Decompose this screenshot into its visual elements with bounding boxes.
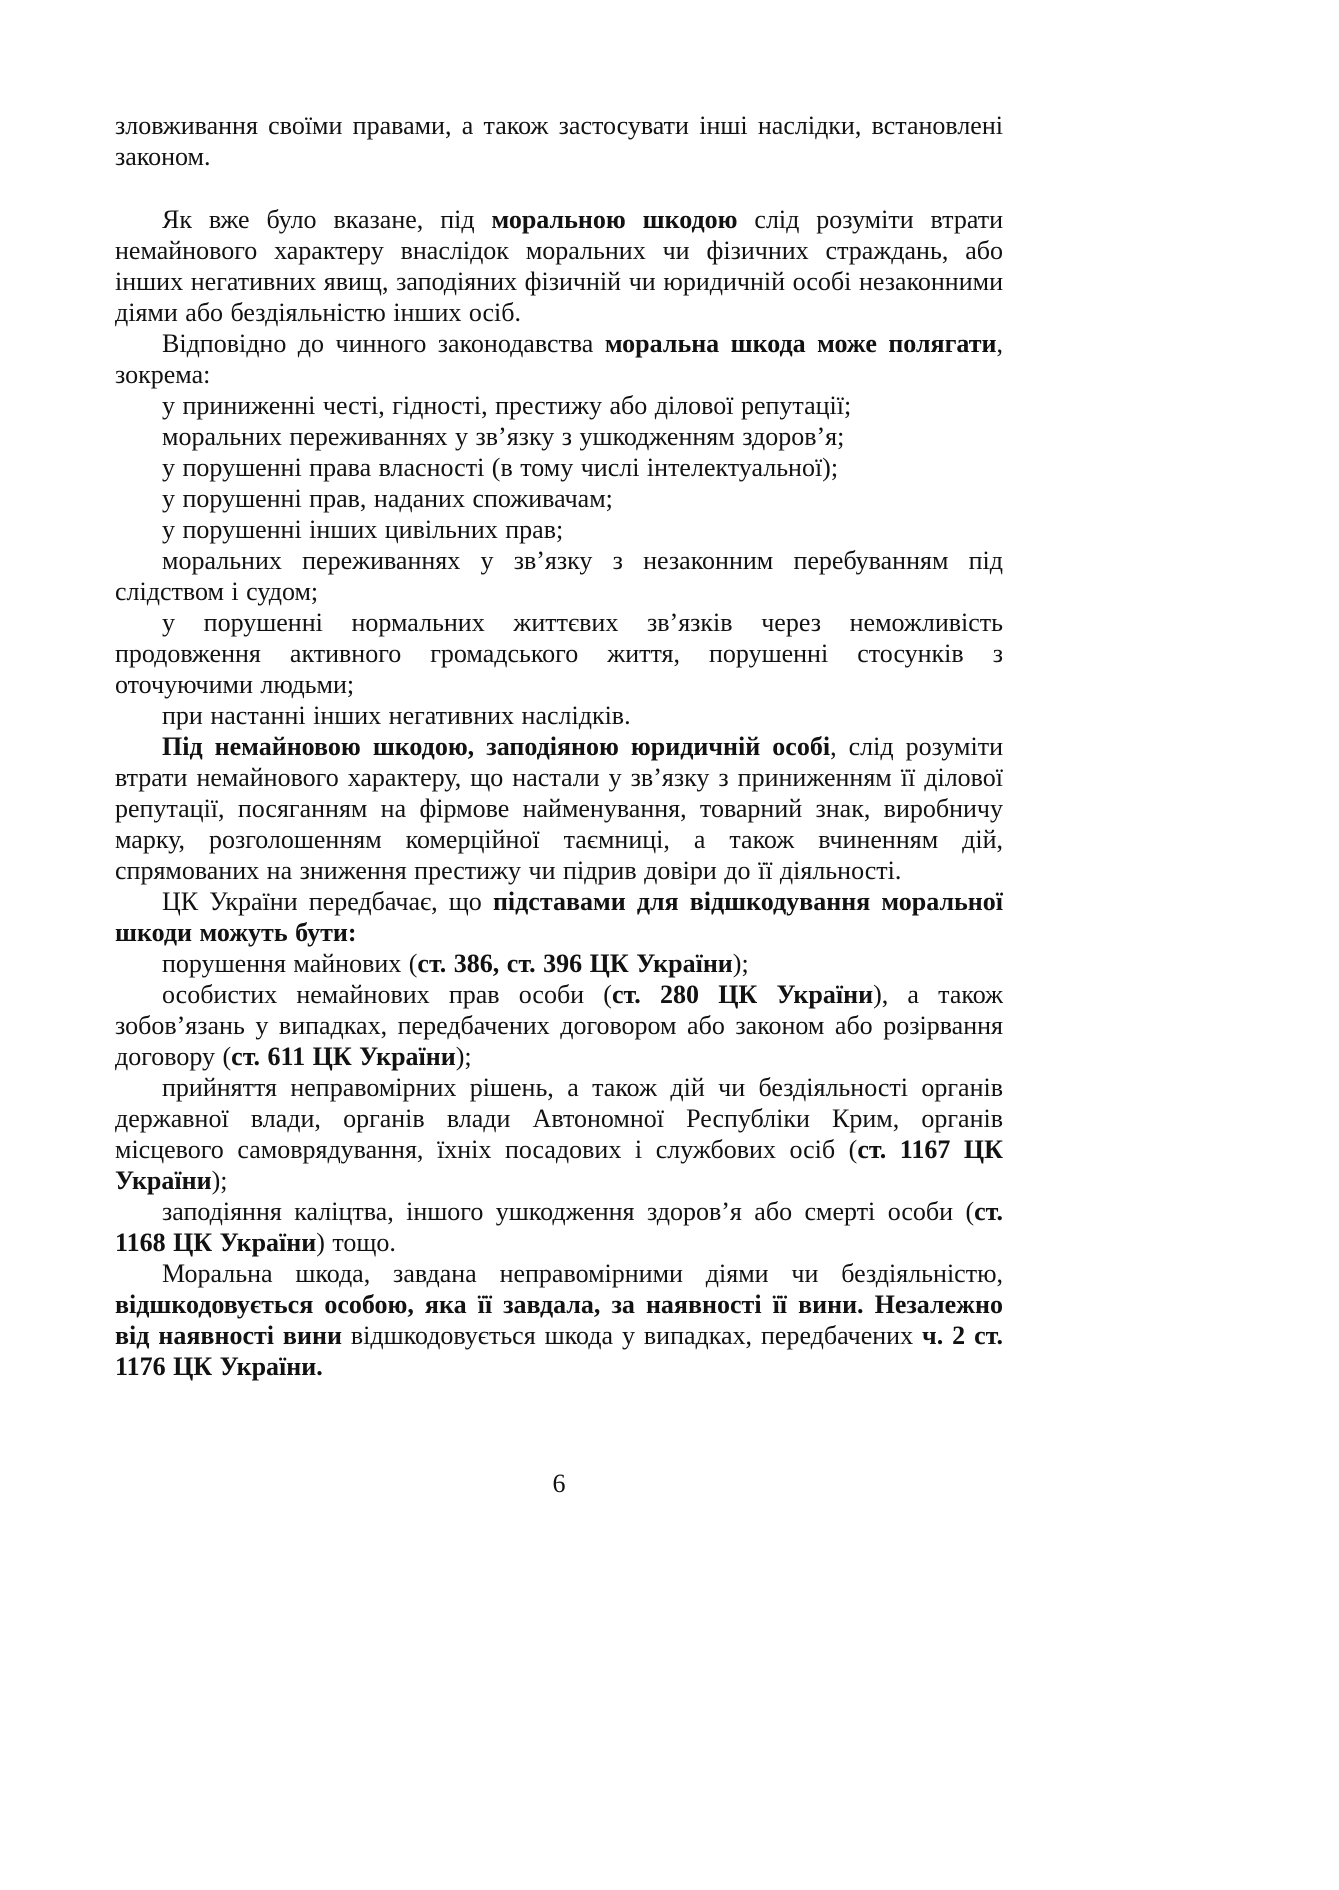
list-item [115,1196,1003,1258]
text-run: особистих немайнових прав особи ( [162,980,612,1009]
text-run-bold: Під немайновою шкодою, заподіяною юридичній особі [162,732,831,761]
text-run: у порушенні інших цивільних прав; [162,515,564,544]
text-run-bold: моральною шкодою [491,205,738,234]
text-run-bold: ст. 611 ЦК України [231,1042,456,1071]
text-run: Як вже було вказане, під [162,205,492,234]
text-run: відшкодовується шкода у випадках, передбачених [341,1321,923,1350]
list-item [115,452,1003,483]
paragraph [115,1258,1003,1382]
list-item [115,421,1003,452]
text-run-bold: ст. 1168 ЦК України [115,1197,1003,1257]
text-run: у порушенні прав, наданих споживачам; [162,484,613,513]
text-run: у порушенні права власності (в тому числі інтелектуальної); [162,453,839,482]
text-run: прийняття неправомірних рішень, а також дій чи бездіяльності органів державної влади, органів влади Автономної Республіки Крим, органів місцевого самоврядування, їхніх посадових і службових осіб ( [115,1073,1003,1164]
paragraph [115,886,1003,948]
list-item [115,483,1003,514]
text-run: ); [455,1042,472,1071]
text-run: заподіяння каліцтва, іншого ушкодження здоров’я або смерті особи ( [162,1197,975,1226]
text-run: моральних переживаннях у зв’язку з незаконним перебуванням під слідством і судом; [115,546,1003,606]
text-run: ); [211,1166,228,1195]
text-run: Відповідно до чинного законодавства [162,329,605,358]
page-number: 6 [552,1469,566,1498]
text-run-bold: моральна шкода може полягати [604,329,997,358]
text-run: Моральна шкода, завдана неправомірними діями чи бездіяльністю, [162,1259,1003,1288]
list-item [115,700,1003,731]
text-run-bold: підставами для відшкодування моральної шкоди можуть бути: [115,887,1003,947]
text-run: , зокрема: [115,329,1003,389]
list-item [115,514,1003,545]
text-run: зловживання своїми правами, а також застосувати інші наслідки, встановлені законом. [115,111,1003,171]
text-run: ); [732,949,749,978]
text-run: ), а також зобов’язань у випадках, передбачених договором або законом або розірвання договору ( [115,980,1004,1071]
text-run: , слід розуміти втрати немайнового характеру, що настали у зв’язку з приниженням її ділової репутації, посяганням на фірмове найменування, товарний знак, виробничу марку, розголошенням комерційної таємниці, а також вчиненням дій, спрямованих на зниження престижу чи підрив довіри до її діяльності. [115,732,1003,885]
text-run: ) тощо. [316,1228,396,1257]
text-run: у порушенні нормальних життєвих зв’язків через неможливість продовження активного громадського життя, порушенні стосунків з оточуючими людьми; [115,608,1003,699]
text-run: моральних переживаннях у зв’язку з ушкодженням здоров’я; [162,422,845,451]
text-run: у приниженні честі, гідності, престижу або ділової репутації; [162,391,852,420]
text-run-bold: ст. 1167 ЦК України [115,1135,1004,1195]
text-run-bold: відшкодовується особою, яка її завдала, за наявності її вини. Незалежно від наявності вини [115,1290,1003,1350]
text-run: при настанні інших негативних наслідків. [162,701,631,730]
paragraph [115,110,1003,172]
paragraph [115,731,1003,886]
text-run: ЦК України передбачає, що [162,887,493,916]
list-item [115,948,1003,979]
paragraph [115,328,1003,390]
text-run: порушення майнових ( [162,949,418,978]
list-item [115,545,1003,607]
text-run-bold: ч. 2 ст. 1176 ЦК України. [115,1321,1003,1381]
list-item [115,1072,1003,1196]
list-item [115,390,1003,421]
text-run-bold: ст. 280 ЦК України [611,980,874,1009]
list-item [115,607,1003,700]
list-item [115,979,1003,1072]
paragraph [115,204,1003,328]
text-run-bold: ст. 386, ст. 396 ЦК України [417,949,733,978]
text-run: слід розуміти втрати немайнового характеру внаслідок моральних чи фізичних страждань, або інших негативних явищ, заподіяних фізичній чи юридичній особі незаконними діями або бездіяльністю інших осіб. [115,205,1003,327]
document-content [115,110,1003,1382]
